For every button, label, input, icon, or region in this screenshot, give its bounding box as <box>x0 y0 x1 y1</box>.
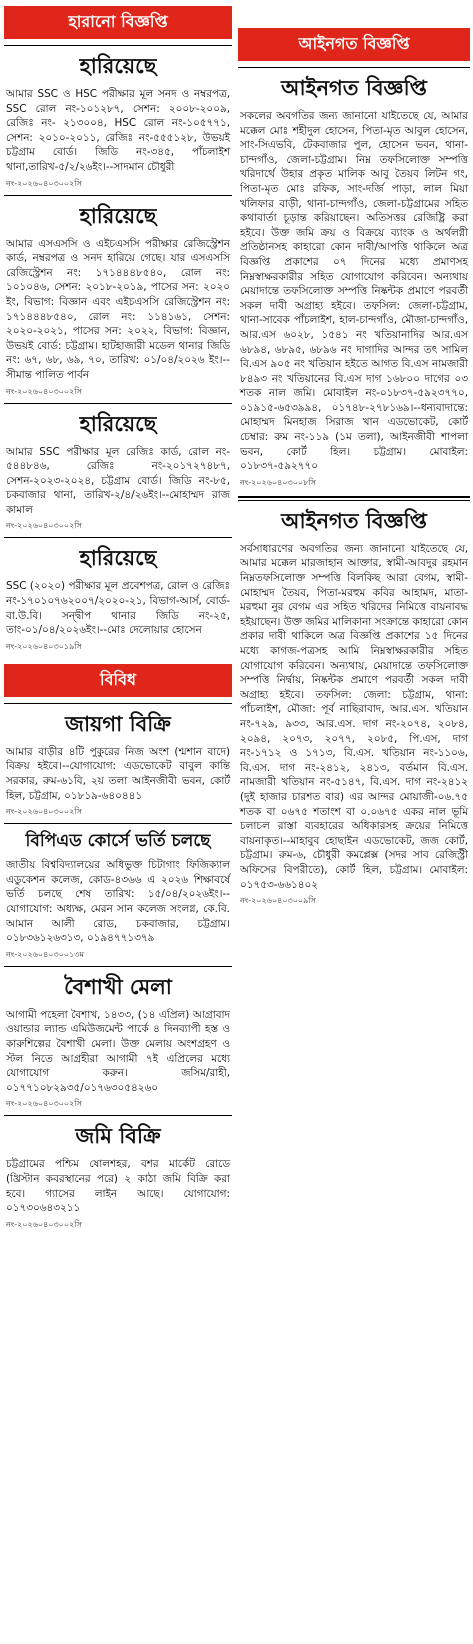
ad-body: চট্টগ্রামের পশ্চিম ষোলশহর, বশর মার্কেট রোডে (খ্রিস্টান কবরস্থানের পরে) ২ কাঠা জমি বিক্রি করা হবে। গ্যাসের লাইন আছে। যোগাযোগ: ০১৭৩০৬৪৩২১১ <box>6 1158 230 1215</box>
ad-body: আমার বাড়ীর ৪টি পুকুরের নিজ অংশ (শ্মশান বাদে) বিক্রয় হইবে।--যোগাযোগ: এডভোকেট বাবুল কান্তি সরকার, রুম-৬১বি, ২য় তলা আইনজীবী ভবন, কোর্ট হিল, চট্টগ্রাম, ০১৮১৯-৬৪০৪৪১ <box>6 745 230 802</box>
ad-body: জাতীয় বিশ্ববিদ্যালয়ের অধিভুক্ত চিটাগাং ফিজিক্যাল এডুকেশন কলেজ, কোড-৪৩৬৬ এ ২০২৬ শিক্ষাবর্ষে ভর্তি চলছে শেষ তারিখ: ১৫/০৪/২০২৬ইং।--যোগাযোগ: অধ্যক্ষ, মেরন সান কলেজ সংলগ্ন, কে.বি. আমান আলী রোড, চকবাজার, চট্টগ্রাম। ০১৮৩৬১২৬৩১৩, ০১৯৪৭৭১৩৭৯ <box>6 859 230 945</box>
ad-title: আইনগত বিজ্ঞপ্তি <box>281 507 427 533</box>
left-column <box>4 0 232 1236</box>
ad-title: বৈশাখী মেলা <box>64 973 172 999</box>
divider <box>238 496 470 498</box>
ad-title: বিপিএড কোর্সে ভর্তি চলছে <box>25 831 211 852</box>
ad-body: আমার SSC পরীক্ষার মূল রেজিঃ কার্ড, রোল নং- ৫৪৪৮৪৬, রেজিঃ নং-২০১৭২৭৪৮৭, সেশন-২০২৩-২০২৪, চট্টগ্রাম বোর্ড। জিডি নং-৮৫, চকবাজার থানা, তারিখ-২/৪/২৬ইং।--মোহাম্মদ রাজ কামাল <box>6 445 230 516</box>
misc-ad <box>4 1115 232 1235</box>
ad-body: সর্বসাধারণের অবগতির জন্য জানানো যাইতেছে যে, আমার মক্কেল মারজাহান আক্তার, স্বামী-আবদুর রহমান নিম্নতফসিলোক্ত সম্পত্তি বিলকিছ আরা বেগম, স্বামী-মোহাম্মদ তৈয়ব, পিতা-মরহুম কবির আহামদ, মাতা-মরহুমা নুর বেগম এর সহিত খরিদের নিমিত্তে বায়নাবদ্ধ হইয়াছেন। উক্ত জমির মালিকানা সংক্রান্তে কাহারো কোন প্রকার দাবী থাকিলে অত্র বিজ্ঞপ্তি প্রকাশের ১৫ দিনের মধ্যে কাগজ-পত্রসহ আমি নিম্নস্বাক্ষরকারীর সহিত যোগাযোগ করিবেন। অন্যথায়, মেয়াদান্তে তফসিলোক্ত সম্পত্তি নির্দ্বায়, নিষ্কন্টক প্রমাণে পরবর্তী সকল দাবী অগ্রাহ্য হইবে। তফসিল: জেলা: চট্টগ্রাম, থানা: পাঁচলাইশ, মৌজা: পূর্ব নাছিরাবাদ, আর.এস. খতিয়ান নং-৭২৯, ৯৩৩, আর.এস. দাগ নং-২০৭৪, ২০৮৪, ২০৯৪, ২০৭৩, ২০৭৭, ২০৮৫, পি.এস, দাগ নং-১৭১২ ও ১৭১৩, বি.এস. খতিয়ান নং-১১০৬, বি.এস. দাগ নং-২৪১২, ২৪১৩, বর্তমান বি.এস. নামজারী খতিয়ান নং-৫১৪৭, বি.এস. দাগ নং-২৪১২ (দুই হাজার চারশত বার) এর আন্দর মোয়াজী-০৬.৭৫ শতক বা ০৬৭৫ শতাংশ বা ০.০৬৭৫ একর নাল ভূমি চলাচল রাস্তা ব্যবহারের অধিকারসহ ক্রয়ের নিমিত্তে বায়নাকৃত।--মাহাবুব হোছাইন এডভোকেট, জজ কোর্ট, চট্টগ্রাম। রুম-৬, চৌধুরী কমপ্লেক্স (সদর সাব রেজিস্ট্রী অফিসের বিপরীতে), কোর্ট হিল, চট্টগ্রাম। মোবাইল: ০১৭৫৩-৬৬১৪০২ <box>240 542 468 891</box>
right-column <box>238 0 470 912</box>
ad-body: SSC (২০২০) পরীক্ষার মূল প্রবেশপত্র, রোল ও রেজিঃ নং-১৭০১০৭৬২০০৭/২০২০-২১, বিভাগ-আর্স, বোর্ড-বা.উ.বি। সন্দ্বীপ থানার জিডি নং-২৫, তাং-০১/০৪/২০২৬ইং।--মোঃ দেলোয়ার হোসেন <box>6 580 230 637</box>
lost-ad <box>4 403 232 538</box>
ad-code: নং-২০২৬০৪০৩০০২সি <box>6 178 82 188</box>
misc-banner: বিবিধ <box>4 664 232 697</box>
lost-ad <box>4 195 232 403</box>
ad-body: আমার এসএসসি ও এইচএসসি পরীক্ষার রেজিস্ট্রেশন কার্ড, নম্বরপত্র ও সনদ হারিয়ে গেছে। যার এসএসসি রেজিস্ট্রেশন নং: ১৭১৪৪৪৮৫৪০, রোল নং: ১০১০৪৬, সেশন: ২০১৮-২০১৯, পাসের সন: ২০২০ ইং, বিভাগ: বিজ্ঞান এবং এইচএসসি রেজিস্ট্রেশন নং: ১৭১৪৪৪৮৫৪০, রোল নং: ১১৪১৬১, সেশন: ২০২০-২০২১, পাসের সন: ২০২২, বিভাগ: বিজ্ঞান, উভয়ই বোর্ড: চট্টগ্রাম। হাটহাজারী মডেল থানার জিডি নং: ৬৭, ৬৮, ৬৯, ৭০, তারিখ: ০১/০৪/২০২৬ ইং।--সীমান্ত পালিত পার্বন <box>6 237 230 381</box>
ad-title: আইনগত বিজ্ঞপ্তি <box>281 75 427 100</box>
ad-body: আমার SSC ও HSC পরীক্ষার মূল সনদ ও নম্বরপত্র, SSC রোল নং-১০১২৮৭, সেশন: ২০০৮-২০০৯, রেজিঃ নং- ২১৩০০৪, HSC রোল নং-১০৫৭৭১, সেশন: ২০১০-২০১১, রেজিঃ নং-৫৫৫১২৮, উভয়ই চট্টগ্রাম বোর্ড। জিডি নং-৩৪৫, পাঁচলাইশ থানা,তারিখ-৫/২/২৬ইং।--সাদমান চৌধুরী <box>6 88 230 173</box>
ad-body: সকলের অবগতির জন্য জানানো যাইতেছে যে, আমার মক্কেল মোঃ শহীদুল হোসেন, পিতা-মৃত আবুল হোসেন, সাং-সিএভবি, টেকবাজার পুল, হোসেন ভবন, থানা-চান্দগাঁও, জেলা-চট্টগ্রাম। নিম্ন তফসিলোক্ত সম্পত্তি খরিদার্থে উহার প্রকৃত মালিক আবু তৈয়ব লিটন গং, পিতা-মৃত মোঃ রফিক, সাং-দর্জি পাড়া, লাল মিয়া খলিফার বাড়ী, থানা-চান্দগাঁও, জেলা-চট্টগ্রামের সহিত কথাবার্তা চূড়ান্ত করিয়াছেন। অতিসত্তর রেজিষ্ট্রি করা হইবে। উক্ত জমি ক্রয় ও বিক্রয়ে ব্যাংক ও অর্থলগ্নী প্রতিষ্ঠানসহ কাহারো কোন দাবী/আপত্তি থাকিলে অত্র বিজ্ঞপ্তি প্রকাশের ০৭ দিনের মধ্যে প্রমাণসহ নিম্নস্বাক্ষরকারীর সহিত যোগাযোগ করিবেন। অন্যথায় মেয়াদান্তে তফসিলোক্ত সম্পত্তি নিষ্কন্টক প্রমাণে পরবর্তী সকল দাবী অগ্রাহ্য হইবে। তফসিল: জেলা-চট্টগ্রাম, থানা-সাবেক পাঁচলাইশ, হাল-চান্দগাঁও, মৌজা-চান্দগাঁও, আর.এস ৬০২৮, ১৫৪১ নং খতিয়ানাদির আর.এস ৬৮৯৪, ৬৮৯৫, ৬৮৯৬ নং দাগাদির আন্দর তৎ সামিল বি.এস ৯০৫ নং খতিয়ান হইতে আগত বি.এস নামজারী ৮৪৯৩ নং খতিয়ানের বি.এস দাগ ১৬৮০০ দাগের ০৩ শতক নাল জমি। মোবাইল নং-০১৮৩৭-৫৯২৩৭৭০, ০১৯১৫-৬৫৩৯৯৪, ০১৭৪৮-২৭৮১৬৯।--ধন্যবাদান্তে: মোহাম্মদ মিনহাজ সিরাজ খান এডভোকেট, কোর্ট চেম্বার: রুম নং-১১৯ (১ম তলা), আইনজীবী শাপলা ভবন, কোর্ট হিল। চট্টগ্রাম। মোবাইল: ০১৮৩৭-৫৯২৭৭০ <box>240 110 468 473</box>
ad-body: আগামী পহেলা বৈশাখ, ১৪৩৩, (১৪ এপ্রিল) আগ্রাবাদ ওয়ান্ডার ল্যান্ড এমিউজমেন্ট পার্কে ৪ দিনব্যাপী হস্ত ও কারুশিল্পের বৈশাখী মেলা। উক্ত মেলায় অংশগ্রহণ ও স্টল নিতে আগ্রহীরা আগামী ৭ই এপ্রিলের মধ্যে যোগাযোগ করুন। জসিম/রাহী, ০১৭৭১০৮২৯৩৫/০১৭৬৩০৫৪২৬০ <box>6 1008 230 1094</box>
misc-ad <box>4 823 232 966</box>
ad-code: নং-২০২৬০৪০৩০০২সি <box>6 807 82 817</box>
ad-title: জমি বিক্রি <box>75 1123 161 1149</box>
ad-title: হারিয়েছে <box>79 202 157 228</box>
legal-ad <box>238 67 470 494</box>
lost-notice-banner: হারানো বিজ্ঞপ্তি <box>4 6 232 39</box>
ad-code: নং-২০২৬০৪০৩০১৯সি <box>6 641 82 651</box>
ad-code: নং-২০২৬০৪০৩০০১৩ম <box>6 949 84 959</box>
ad-code: নং-২০২৬০৪০৩০০২সি <box>6 1219 82 1229</box>
lost-ad <box>4 537 232 657</box>
misc-ad <box>4 703 232 823</box>
ad-title: হারিয়েছে <box>79 53 157 78</box>
ad-code: নং-২০২৬০৪০৩০০৯সি <box>240 896 316 906</box>
ad-title: হারিয়েছে <box>79 545 157 571</box>
lost-ad <box>4 45 232 195</box>
legal-notice-banner: আইনগত বিজ্ঞপ্তি <box>238 28 470 61</box>
misc-ad <box>4 966 232 1116</box>
legal-ad <box>238 500 470 912</box>
ad-title: হারিয়েছে <box>79 410 157 436</box>
ad-code: নং-২০২৬০৪০৩০০২সি <box>6 1099 82 1109</box>
ad-code: নং-২০২৬০৪০৩০০২সি <box>6 386 82 396</box>
ad-code: নং-২০২৬০৪০৩০০৮সি <box>240 477 316 487</box>
ad-title: জায়গা বিক্রি <box>65 710 171 736</box>
ad-code: নং-২০২৬০৪০৩০০২সি <box>6 521 82 531</box>
